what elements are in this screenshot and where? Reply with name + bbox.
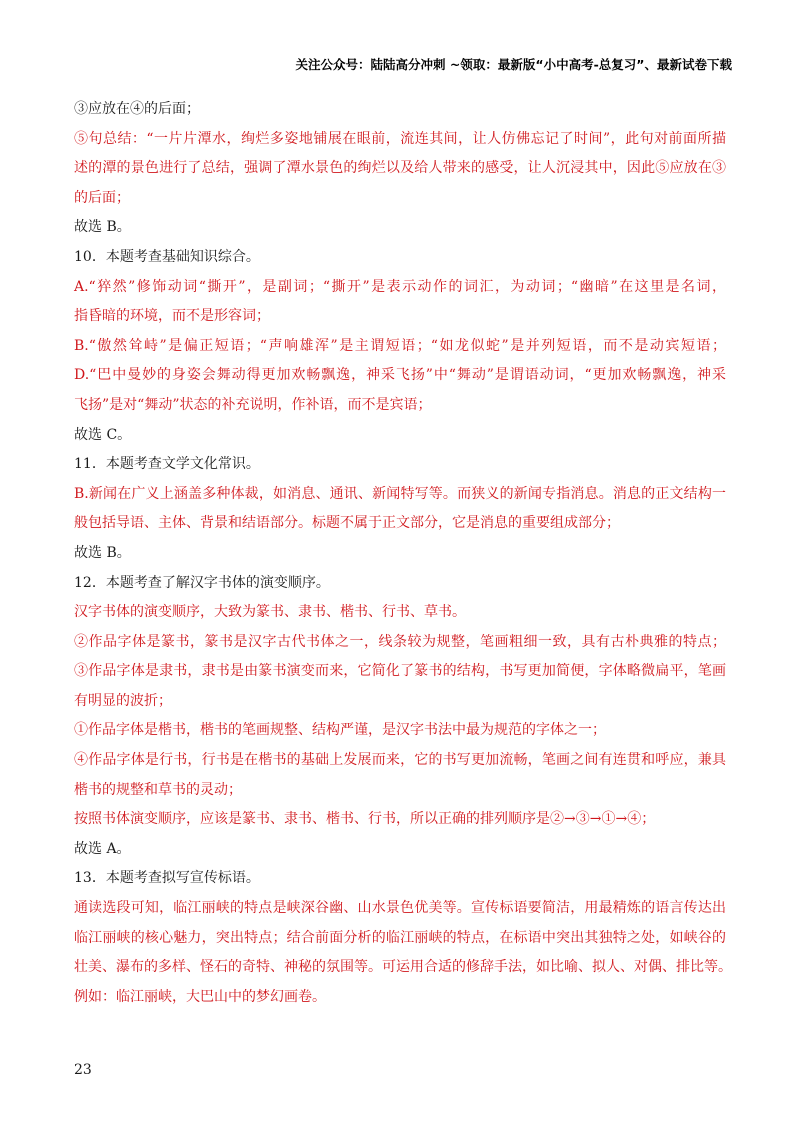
text-line: 故选 A。 (74, 840, 131, 857)
text-line: ①作品字体是楷书，楷书的笔画规整、结构严谨，是汉字书法中最为规范的字体之一； (74, 722, 606, 739)
answer-text-body (74, 95, 732, 1012)
text-line: 壮美、瀑布的多样、怪石的奇特、神秘的氛围等。可运用合适的修辞手法，如比喻、拟人、对偶、排比等。 (74, 959, 732, 976)
text-line: 述的潭的景色进行了总结，强调了潭水景色的绚烂以及给人带来的感受，让人沉浸其中，因此⑤应放在③ (74, 160, 726, 177)
text-line: 11．本题考查文学文化常识。 (74, 456, 260, 473)
text-line: 12．本题考查了解汉字书体的演变顺序。 (74, 574, 330, 591)
text-line: 有明显的波折； (74, 692, 172, 709)
page-number: 23 (74, 1062, 92, 1078)
text-line: ④作品字体是行书，行书是在楷书的基础上发展而来，它的书写更加流畅，笔画之间有连贯和呼应，兼具 (74, 752, 726, 769)
text-line: 临江丽峡的核心魅力，突出特点；结合前面分析的临江丽峡的特点，在标语中突出其独特之处，如峡谷的 (74, 929, 726, 946)
text-line: 13．本题考查拟写宣传标语。 (74, 870, 260, 887)
text-line: 故选 C。 (74, 426, 132, 443)
text-line: ③应放在④的后面； (74, 101, 200, 117)
text-line: 飞扬”是对“舞动”状态的补充说明，作补语，而不是宾语； (74, 396, 432, 413)
text-line: 通读选段可知，临江丽峡的特点是峡深谷幽、山水景色优美等。宣传标语要简洁，用最精炼的语言传达出 (74, 900, 726, 917)
text-line: 指昏暗的环境，而不是形容词； (74, 308, 270, 325)
text-line: ②作品字体是篆书，篆书是汉字古代书体之一，线条较为规整，笔画粗细一致，具有古朴典雅的特点； (74, 633, 726, 650)
text-line: ③作品字体是隶书，隶书是由篆书演变而来，它简化了篆书的结构，书写更加简便，字体略微扁平，笔画 (74, 663, 726, 680)
text-line: 楷书的规整和草书的灵动； (74, 781, 242, 798)
text-line: ⑤句总结：“一片片潭水，绚烂多姿地铺展在眼前，流连其间，让人仿佛忘记了时间”，此句对前面所描 (74, 130, 726, 147)
text-line: D.“巴中曼妙的身姿会舞动得更加欢畅飘逸，神采飞扬”中“舞动”是谓语动词，“更加欢畅飘逸，神采 (74, 367, 726, 384)
text-line: 10．本题考查基础知识综合。 (74, 248, 260, 265)
text-line: B.“傲然耸峙”是偏正短语；“声响雄浑”是主谓短语；“如龙似蛇”是并列短语，而不是动宾短语； (74, 337, 726, 354)
text-line: 例如：临江丽峡，大巴山中的梦幻画卷。 (74, 988, 326, 1005)
page-header: 关注公众号：陆陆高分冲刺 ~领取：最新版“小中高考-总复习”、最新试卷下载 (295, 57, 732, 72)
text-line: 按照书体演变顺序，应该是篆书、隶书、楷书、行书，所以正确的排列顺序是②→③→①→④； (74, 811, 656, 828)
text-line: B.新闻在广义上涵盖多种体裁，如消息、通讯、新闻特写等。而狭义的新闻专指消息。消息的正文结构一 (74, 485, 726, 502)
text-line: 故选 B。 (74, 219, 131, 236)
text-line: A.“猝然”修饰动词“撕开”，是副词；“撕开”是表示动作的词汇，为动词；“幽暗”在这里是名词， (74, 278, 726, 295)
text-line: 汉字书体的演变顺序，大致为篆书、隶书、楷书、行书、草书。 (74, 604, 466, 621)
text-line: 的后面； (74, 189, 130, 206)
text-line: 般包括导语、主体、背景和结语部分。标题不属于正文部分，它是消息的重要组成部分； (74, 515, 620, 532)
text-line: 故选 B。 (74, 544, 131, 561)
